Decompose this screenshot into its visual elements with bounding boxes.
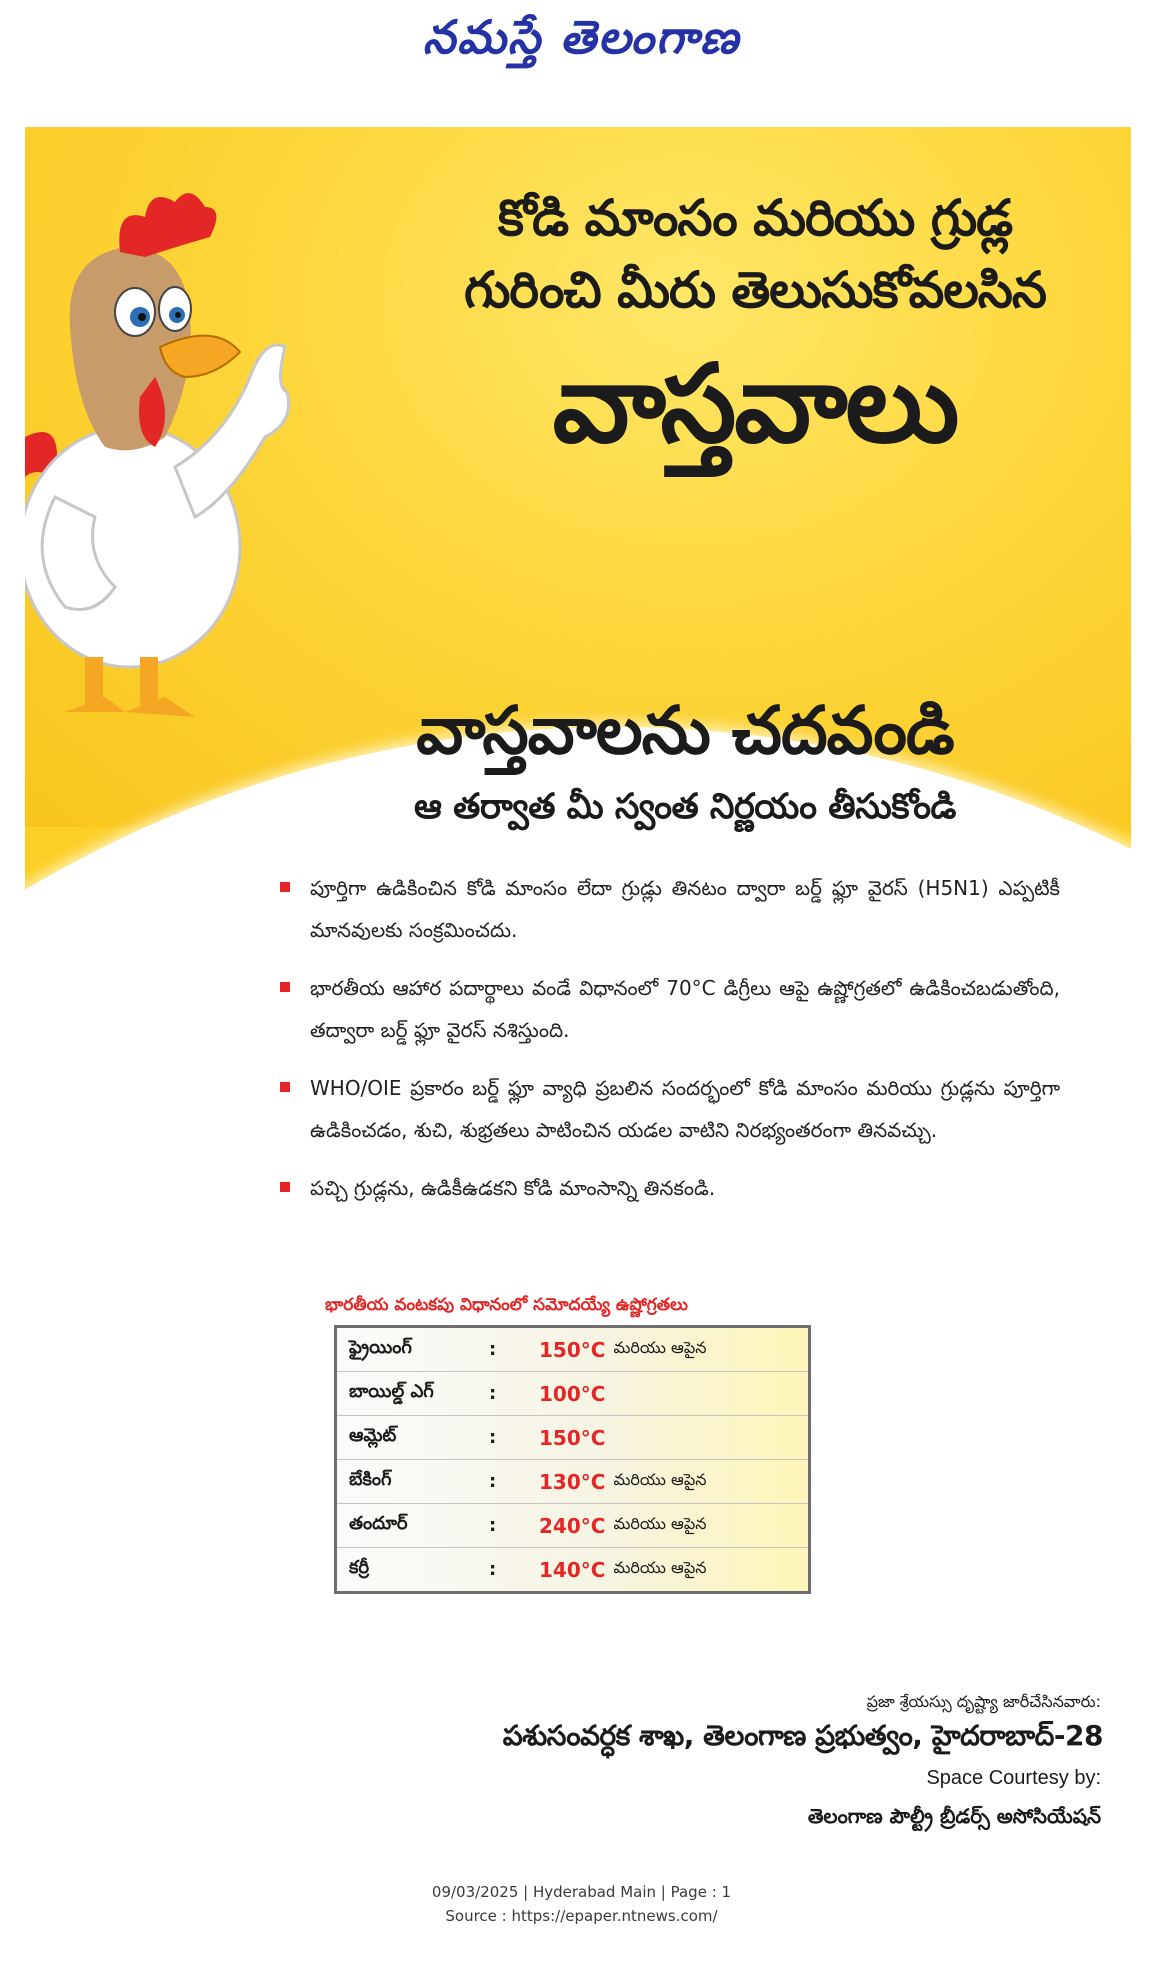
red-square-bullet-icon xyxy=(280,982,290,992)
temperature-note: మరియు ఆపైన xyxy=(613,1470,707,1489)
separator: : xyxy=(489,1339,497,1360)
advertisement xyxy=(25,127,1131,1847)
temperature-value: 130°C xyxy=(539,1469,606,1494)
issuer-name: పశుసంవర్ధక శాఖ, తెలంగాణ ప్రభుత్వం, హైదరాబాద్-28 xyxy=(502,1719,1103,1752)
red-square-bullet-icon xyxy=(280,1082,290,1092)
fact-item xyxy=(280,1067,1060,1151)
courtesy-label: Space Courtesy by: xyxy=(926,1767,1101,1789)
table-row xyxy=(337,1328,808,1372)
fact-item xyxy=(280,867,1060,951)
cooking-method: ఆమ్లెట్ xyxy=(349,1425,397,1446)
fact-text: పూర్తిగా ఉడికించిన కోడి మాంసం లేదా గ్రుడ్లు తినటం ద్వారా బర్డ్ ఫ్లూ వైరస్ (H5N1) ఎప్పటికీ మానవులకు సంక్రమించదు. xyxy=(310,876,1060,942)
table-row xyxy=(337,1504,808,1548)
fact-text: భారతీయ ఆహార పదార్థాలు వండే విధానంలో 70°C డిగ్రీలు ఆపై ఉష్ణోగ్రతలో ఉడికించబడుతోంది, తద్వారా బర్డ్ ఫ్లూ వైరస్ నశిస్తుంది. xyxy=(310,976,1060,1042)
cooking-method: బేకింగ్ xyxy=(349,1469,392,1490)
temperature-value: 240°C xyxy=(539,1513,606,1538)
red-square-bullet-icon xyxy=(280,1182,290,1192)
temperature-value: 100°C xyxy=(539,1381,606,1406)
separator: : xyxy=(489,1471,497,1492)
temperature-value: 140°C xyxy=(539,1557,606,1582)
fact-text: WHO/OIE ప్రకారం బర్డ్ ఫ్లూ వ్యాధి ప్రబలిన సందర్భంలో కోడి మాంసం మరియు గ్రుడ్లను పూర్తిగా ఉడికించడం, శుచి, శుభ్రతలు పాటించిన యడల వాటిని నిరభ్యంతరంగా తినవచ్చు. xyxy=(310,1076,1060,1142)
ad-headline xyxy=(405,182,1105,470)
table-row xyxy=(337,1372,808,1416)
headline-big: వాస్తవాలు xyxy=(552,342,958,467)
footer-edition-info: 09/03/2025 | Hyderabad Main | Page : 1 xyxy=(431,1883,732,1901)
temperature-note: మరియు ఆపైన xyxy=(613,1338,707,1357)
cooking-method: కర్రీ xyxy=(349,1557,370,1578)
temperature-value: 150°C xyxy=(539,1337,606,1362)
fact-item xyxy=(280,967,1060,1051)
table-row xyxy=(337,1416,808,1460)
temperature-note: మరియు ఆపైన xyxy=(613,1514,707,1533)
separator: : xyxy=(489,1383,497,1404)
read-facts-title: వాస్తవాలను చదవండి xyxy=(416,692,954,769)
rooster-illustration xyxy=(25,137,295,737)
read-facts-subtitle: ఆ తర్వాత మీ స్వంత నిర్ణయం తీసుకోండి xyxy=(414,787,956,827)
newspaper-masthead: నమస్తే తెలంగాణ xyxy=(422,10,741,64)
separator: : xyxy=(489,1515,497,1536)
separator: : xyxy=(489,1559,497,1580)
fact-text: పచ్చి గ్రుడ్లను, ఉడికీఉడకని కోడి మాంసాన్ని తినకండి. xyxy=(310,1176,716,1200)
red-square-bullet-icon xyxy=(280,882,290,892)
issuer-label: ప్రజా శ్రేయస్సు దృష్ట్యా జారీచేసినవారు: xyxy=(866,1692,1101,1711)
headline-line-1: కోడి మాంసం మరియు గ్రుడ్ల xyxy=(497,189,1013,247)
table-row xyxy=(337,1460,808,1504)
temperatures-title: భారతీయ వంటకపు విధానంలో సమోదయ్యే ఉష్ణోగ్రతలు xyxy=(325,1295,688,1315)
separator: : xyxy=(489,1427,497,1448)
temperature-note: మరియు ఆపైన xyxy=(613,1558,707,1577)
footer-source-link[interactable]: Source : https://epaper.ntnews.com/ xyxy=(445,1907,718,1925)
temperatures-table xyxy=(334,1325,811,1594)
cooking-method: బాయిల్డ్ ఎగ్ xyxy=(349,1381,434,1402)
facts-list xyxy=(280,867,1060,1225)
cooking-method: తందూర్ xyxy=(349,1513,408,1534)
cooking-method: ఫ్రైయింగ్ xyxy=(349,1337,412,1358)
fact-item xyxy=(280,1167,1060,1209)
temperature-value: 150°C xyxy=(539,1425,606,1450)
courtesy-name: తెలంగాణ పౌల్ట్రీ బ్రీడర్స్ అసోసియేషన్ xyxy=(807,1804,1101,1828)
page-footer xyxy=(0,1880,1163,1928)
headline-line-2: గురించి మీరు తెలుసుకోవలసిన xyxy=(463,261,1046,319)
table-row xyxy=(337,1548,808,1591)
